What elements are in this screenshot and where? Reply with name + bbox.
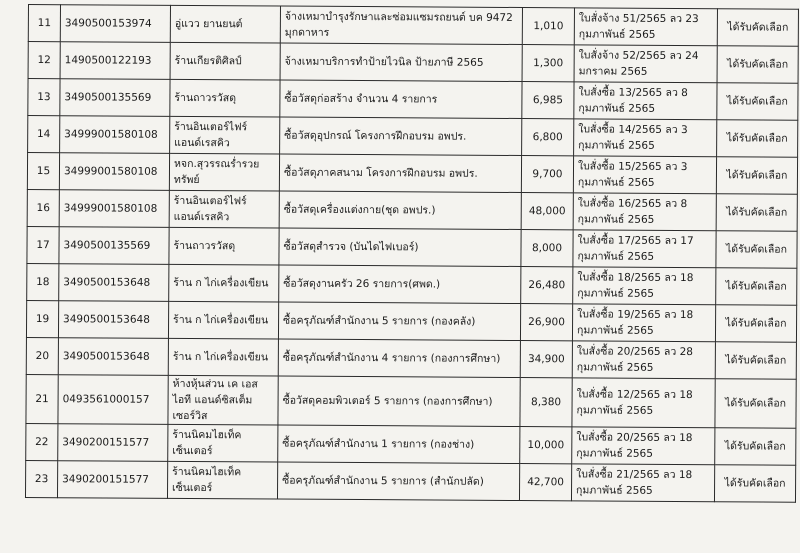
item-description: ซื้อวัสดุงานครัว 26 รายการ(ศพด.)	[279, 265, 521, 303]
table-row	[28, 79, 798, 121]
tax-id: 3490500153648	[58, 301, 168, 339]
reference-line-1: ใบสั่งจ้าง 52/2565 ลว 24	[578, 49, 699, 63]
item-description: ซื้อวัสดุก่อสร้าง จำนวน 4 รายการ	[280, 80, 522, 118]
selection-result: ได้รับคัดเลือก	[717, 83, 798, 120]
reference-line-1: ใบสั่งซื้อ 17/2565 ลว 17	[577, 234, 694, 248]
tax-id: 3490500153974	[60, 5, 170, 43]
reference-line-1: ใบสั่งซื้อ 12/2565 ลว 18	[576, 388, 693, 402]
vendor-name: ร้านถาวรวัสดุ	[170, 79, 280, 117]
vendor-name: ร้าน ก ไก่เครื่องเขียน	[168, 338, 278, 376]
vendor-name: ร้านเกียรติศิลป์	[170, 42, 280, 80]
row-number: 16	[27, 189, 59, 226]
vendor-name: ร้านถาวรวัสดุ	[169, 227, 279, 265]
item-description: จ้างเหมาบริการทำป้ายไวนิล ป้ายภาษี 2565	[280, 43, 522, 81]
amount: 9,700	[521, 156, 573, 193]
tax-id: 3490500135569	[59, 227, 169, 265]
amount: 8,380	[520, 378, 572, 427]
table-row	[27, 226, 797, 268]
selection-result: ได้รับคัดเลือก	[714, 465, 795, 502]
reference-line-2: กุมภาพันธ์ 2565	[576, 324, 654, 337]
item-description: ซื้อวัสดุภาคสนาม โครงการฝึกอบรม อพปร.	[279, 154, 521, 192]
tax-id: 34999001580108	[59, 190, 169, 228]
amount: 6,985	[522, 82, 574, 119]
reference-line-1: ใบสั่งซื้อ 14/2565 ลว 3	[578, 123, 688, 137]
amount: 42,700	[519, 464, 571, 501]
row-number: 12	[28, 42, 60, 79]
reference-line-2: กุมภาพันธ์ 2565	[576, 361, 654, 374]
table-body	[25, 5, 798, 503]
row-number: 17	[27, 226, 59, 263]
reference-line-2: มกราคม 2565	[578, 65, 648, 78]
table-row	[28, 116, 798, 158]
reference	[573, 230, 716, 268]
reference	[574, 82, 717, 120]
vendor-name: ร้าน ก ไก่เครื่องเขียน	[169, 264, 279, 302]
tax-id: 1490500122193	[60, 42, 170, 80]
vendor-name: ร้านนิคมไฮเท็คเซ็นเตอร์	[167, 461, 277, 499]
item-description: ซื้อครุภัณฑ์สำนักงาน 4 รายการ (กองการศึกษา)	[278, 339, 520, 377]
item-description: ซื้อครุภัณฑ์สำนักงาน 5 รายการ (สำนักปลัด)	[277, 462, 519, 500]
amount: 6,800	[522, 119, 574, 156]
reference-line-2: กุมภาพันธ์ 2565	[578, 102, 656, 115]
amount: 1,010	[522, 8, 574, 45]
row-number: 22	[26, 423, 58, 460]
vendor-name: ร้านนิคมไฮเท็คเซ็นเตอร์	[168, 424, 278, 462]
amount: 48,000	[521, 193, 573, 230]
vendor-name: ร้านอินเตอร์ไฟร์ แอนด์เรสคิว	[169, 190, 279, 228]
table-row	[28, 5, 798, 47]
item-description: จ้างเหมาบำรุงรักษาและซ่อมแซมรถยนต์ บค 9472 มุกดาหาร	[280, 6, 522, 44]
selection-result: ได้รับคัดเลือก	[716, 268, 797, 305]
tax-id: 3490200151577	[58, 424, 168, 462]
item-description: ซื้อวัสดุอุปกรณ์ โครงการฝึกอบรม อพปร.	[280, 117, 522, 155]
selection-result: ได้รับคัดเลือก	[715, 342, 796, 379]
reference-line-1: ใบสั่งจ้าง 51/2565 ลว 23	[578, 12, 699, 26]
reference-line-2: กุมภาพันธ์ 2565	[576, 484, 653, 497]
table-row	[27, 153, 797, 195]
vendor-name: หจก.สุวรรณร่ำรวยทรัพย์	[169, 153, 279, 191]
row-number: 23	[25, 460, 57, 497]
reference-line-1: ใบสั่งซื้อ 16/2565 ลว 8	[577, 197, 688, 211]
table-row	[26, 337, 796, 379]
table-row	[26, 423, 796, 465]
reference-line-2: กุมภาพันธ์ 2565	[576, 447, 653, 460]
reference	[572, 304, 715, 342]
amount: 8,000	[521, 230, 573, 267]
table-row	[26, 374, 796, 428]
selection-result: ได้รับคัดเลือก	[717, 9, 798, 46]
row-number: 19	[26, 300, 58, 337]
tax-id: 3490200151577	[57, 461, 167, 499]
reference-line-1: ใบสั่งซื้อ 15/2565 ลว 3	[577, 160, 688, 174]
reference	[573, 267, 716, 305]
tax-id: 34999001580108	[60, 116, 170, 154]
item-description: ซื้อวัสดุเครื่องแต่งกาย(ชุด อพปร.)	[279, 191, 521, 229]
reference	[571, 464, 714, 502]
tax-id: 3490500153648	[58, 338, 168, 376]
selection-result: ได้รับคัดเลือก	[716, 231, 797, 268]
reference-line-2: กุมภาพันธ์ 2565	[576, 404, 654, 417]
reference-line-1: ใบสั่งซื้อ 13/2565 ลว 8	[578, 86, 688, 100]
procurement-table	[25, 4, 799, 503]
row-number: 11	[28, 5, 60, 42]
row-number: 14	[28, 116, 60, 153]
reference-line-1: ใบสั่งซื้อ 21/2565 ลว 18	[576, 468, 693, 482]
table-row	[28, 42, 798, 84]
reference-line-2: กุมภาพันธ์ 2565	[577, 287, 654, 300]
amount: 34,900	[520, 341, 572, 378]
reference-line-1: ใบสั่งซื้อ 20/2565 ลว 18	[576, 431, 693, 445]
item-description: ซื้อครุภัณฑ์สำนักงาน 1 รายการ (กองช่าง)	[278, 425, 520, 463]
table-row	[27, 189, 797, 231]
row-number: 21	[26, 374, 58, 423]
selection-result: ได้รับคัดเลือก	[716, 194, 797, 231]
selection-result: ได้รับคัดเลือก	[715, 379, 796, 428]
row-number: 18	[27, 263, 59, 300]
amount: 1,300	[522, 45, 574, 82]
reference-line-2: กุมภาพันธ์ 2565	[578, 139, 655, 152]
reference-line-2: กุมภาพันธ์ 2565	[577, 250, 655, 263]
vendor-name: ห้างหุ้นส่วน เค เอส ไอที แอนด์ซิสเต็มเซอร์วิส	[168, 375, 278, 425]
amount: 10,000	[520, 427, 572, 464]
reference-line-2: กุมภาพันธ์ 2565	[578, 28, 656, 41]
reference	[572, 427, 715, 465]
reference	[572, 341, 715, 379]
reference-line-1: ใบสั่งซื้อ 20/2565 ลว 28	[576, 345, 694, 359]
selection-result: ได้รับคัดเลือก	[715, 428, 796, 465]
reference	[573, 156, 716, 194]
row-number: 20	[26, 337, 58, 374]
item-description: ซื้อวัสดุสำรวจ (บันไดไฟเบอร์)	[279, 228, 521, 266]
reference	[574, 45, 717, 83]
table-row	[27, 263, 797, 305]
selection-result: ได้รับคัดเลือก	[716, 157, 797, 194]
row-number: 13	[28, 79, 60, 116]
reference	[573, 193, 716, 231]
amount: 26,480	[521, 267, 573, 304]
item-description: ซื้อครุภัณฑ์สำนักงาน 5 รายการ (กองคลัง)	[278, 302, 520, 340]
row-number: 15	[27, 153, 59, 190]
reference	[574, 119, 717, 157]
reference	[572, 378, 715, 428]
vendor-name: ร้านอินเตอร์ไฟร์ แอนด์เรสคิว	[170, 116, 280, 154]
selection-result: ได้รับคัดเลือก	[717, 120, 798, 157]
table-row	[25, 460, 795, 502]
item-description: ซื้อวัสดุคอมพิวเตอร์ 5 รายการ (กองการศึกษา)	[278, 376, 520, 426]
amount: 26,900	[520, 304, 572, 341]
tax-id: 34999001580108	[59, 153, 169, 191]
tax-id: 3490500153648	[59, 264, 169, 302]
vendor-name: อู่แวว ยานยนต์	[170, 5, 280, 43]
tax-id: 0493561000157	[58, 375, 168, 425]
tax-id: 3490500135569	[60, 79, 170, 117]
selection-result: ได้รับคัดเลือก	[717, 46, 798, 83]
reference-line-1: ใบสั่งซื้อ 18/2565 ลว 18	[577, 271, 694, 285]
reference-line-2: กุมภาพันธ์ 2565	[577, 213, 655, 226]
reference-line-1: ใบสั่งซื้อ 19/2565 ลว 18	[577, 308, 694, 322]
reference	[574, 8, 717, 46]
vendor-name: ร้าน ก ไก่เครื่องเขียน	[168, 301, 278, 339]
table-row	[26, 300, 796, 342]
selection-result: ได้รับคัดเลือก	[715, 305, 796, 342]
reference-line-2: กุมภาพันธ์ 2565	[577, 176, 655, 189]
